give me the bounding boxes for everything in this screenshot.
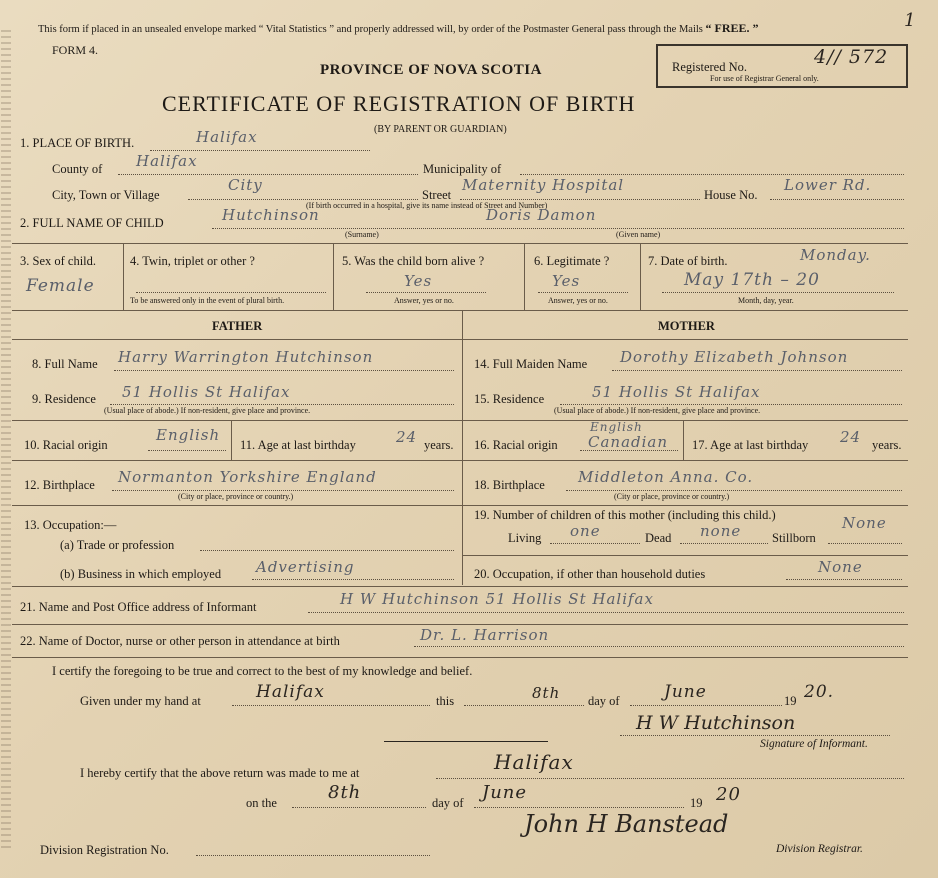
rule [12, 310, 908, 311]
separator [384, 741, 548, 742]
given-day-line [464, 705, 584, 706]
on-the-label: on the [246, 796, 277, 810]
given-day: 8th [532, 684, 561, 702]
day-of-label: day of [588, 694, 620, 708]
child-name-line [212, 228, 904, 229]
rule [12, 243, 908, 244]
form-number: FORM 4. [52, 43, 99, 57]
return-day-of-label: day of [432, 796, 464, 810]
street-value: Maternity Hospital [462, 176, 625, 194]
legit-value: Yes [552, 272, 581, 290]
father-age-value: 24 [396, 428, 418, 446]
dob-day: Monday. [800, 246, 871, 264]
return-day: 8th [328, 782, 362, 803]
legit-note: Answer, yes or no. [548, 296, 608, 305]
stillborn-label: Stillborn [772, 531, 816, 545]
return-day-line [292, 807, 426, 808]
father-name-value: Harry Warrington Hutchinson [118, 348, 374, 366]
rule [462, 555, 908, 556]
division-number-label: Division Registration No. [40, 843, 169, 857]
division-number-line [196, 855, 430, 856]
rule-v [640, 243, 641, 310]
municipality-line [520, 174, 904, 175]
rule [12, 339, 908, 340]
parents-divider [462, 310, 463, 585]
child-name-label: 2. FULL NAME OF CHILD [20, 216, 164, 230]
county-line [118, 174, 418, 175]
place-line [150, 150, 370, 151]
surname-caption: (Surname) [345, 230, 379, 239]
place-of-birth-value: Halifax [196, 128, 258, 146]
county-value: Halifax [136, 152, 198, 170]
twin-note: To be answered only in the event of plural birth. [130, 296, 285, 305]
mother-residence-line [560, 404, 902, 405]
return-label: I hereby certify that the above return was made to me at [80, 766, 360, 780]
registered-label: Registered No. [672, 60, 747, 74]
mother-occupation-value: None [818, 558, 863, 576]
father-trade-line [200, 550, 454, 551]
father-residence-line [110, 404, 454, 405]
city-value: City [228, 176, 263, 194]
given-caption: (Given name) [616, 230, 661, 239]
rule [12, 420, 462, 421]
mother-race-value-1: English [590, 420, 643, 434]
postal-note-text: This form if placed in an unsealed envelope marked “ Vital Statistics ” and properly addressed will, by order of the Postmaster General pass through the Mails [38, 24, 703, 35]
legit-label: 6. Legitimate ? [534, 254, 610, 268]
father-race-value: English [156, 426, 221, 444]
this-label: this [436, 694, 455, 708]
registration-box [656, 44, 908, 88]
rule-v [524, 243, 525, 310]
rule [462, 420, 908, 421]
house-label: House No. [704, 188, 758, 202]
mother-residence-value: 51 Hollis St Halifax [592, 383, 761, 401]
informant-value: H W Hutchinson 51 Hollis St Halifax [340, 590, 654, 608]
dead-value: none [700, 522, 742, 540]
alive-line [366, 292, 486, 293]
rule [12, 586, 908, 587]
hospital-note: (If birth occurred in a hospital, give its name instead of Street and Number) [306, 201, 548, 210]
street-label: Street [422, 188, 452, 202]
return-place: Halifax [494, 750, 574, 774]
twin-label: 4. Twin, triplet or other ? [130, 254, 255, 268]
mother-heading: MOTHER [658, 319, 715, 333]
living-line [550, 543, 640, 544]
father-birthplace-label: 12. Birthplace [24, 478, 95, 492]
living-value: one [570, 522, 601, 540]
given-label: Given under my hand at [80, 694, 201, 708]
given-month-line [630, 705, 782, 706]
doctor-line [414, 646, 904, 647]
page-title: CERTIFICATE OF REGISTRATION OF BIRTH [162, 91, 636, 116]
rule [462, 460, 908, 461]
alive-value: Yes [404, 272, 433, 290]
father-race-label: 10. Racial origin [24, 438, 108, 452]
stillborn-value: None [842, 514, 887, 532]
father-heading: FATHER [212, 319, 263, 333]
father-name-label: 8. Full Name [32, 357, 98, 371]
edge-perforation [1, 30, 11, 850]
house-value: Lower Rd. [784, 176, 872, 194]
twin-line [136, 292, 326, 293]
mother-residence-label: 15. Residence [474, 392, 545, 406]
mother-children-label: 19. Number of children of this mother (including this child.) [474, 508, 776, 522]
street-line [460, 199, 700, 200]
mother-age-value: 24 [840, 428, 862, 446]
sex-label: 3. Sex of child. [20, 254, 97, 268]
mother-residence-note: (Usual place of abode.) If non-resident, give place and province. [554, 406, 761, 415]
mother-race-value-2: Canadian [588, 433, 669, 451]
father-occupation-label: 13. Occupation:— [24, 518, 117, 532]
living-label: Living [508, 531, 542, 545]
child-given-name: Doris Damon [486, 206, 597, 224]
dob-line [662, 292, 894, 293]
rule [12, 460, 462, 461]
father-age-unit: years. [424, 438, 454, 452]
municipality-label: Municipality of [423, 162, 502, 176]
informant-line [308, 612, 904, 613]
father-business-value: Advertising [256, 558, 355, 576]
year-prefix: 19 [784, 694, 797, 708]
alive-note: Answer, yes or no. [394, 296, 454, 305]
county-label: County of [52, 162, 103, 176]
doctor-value: Dr. L. Harrison [420, 626, 550, 644]
informant-label: 21. Name and Post Office address of Informant [20, 600, 257, 614]
informant-signature-label: Signature of Informant. [760, 738, 868, 750]
mother-race-label: 16. Racial origin [474, 438, 558, 452]
mother-name-line [612, 370, 902, 371]
postal-note [38, 21, 759, 36]
mother-birthplace-note: (City or place, province or country.) [614, 492, 730, 501]
informant-signature: H W Hutchinson [636, 712, 796, 734]
mother-occupation-line [786, 579, 902, 580]
mother-name-value: Dorothy Elizabeth Johnson [620, 348, 849, 366]
father-residence-label: 9. Residence [32, 392, 96, 406]
mother-birthplace-label: 18. Birthplace [474, 478, 545, 492]
father-race-line [148, 450, 226, 451]
return-place-line [436, 778, 904, 779]
mother-age-label: 17. Age at last birthday [692, 438, 809, 452]
rule [12, 505, 462, 506]
dead-label: Dead [645, 531, 672, 545]
registered-number: 4// 572 [814, 46, 889, 68]
child-surname: Hutchinson [222, 206, 320, 224]
dob-value: May 17th – 20 [684, 270, 820, 290]
province-title: PROVINCE OF NOVA SCOTIA [320, 62, 542, 78]
registrar-signature: John H Banstead [524, 810, 729, 838]
father-name-line [114, 370, 454, 371]
father-age-label: 11. Age at last birthday [240, 438, 356, 452]
rule [462, 505, 908, 506]
dead-line [680, 543, 768, 544]
father-birthplace-line [112, 490, 454, 491]
father-birthplace-note: (City or place, province or country.) [178, 492, 294, 501]
given-place-line [232, 705, 430, 706]
mother-race-line [580, 450, 678, 451]
father-residence-value: 51 Hollis St Halifax [122, 383, 291, 401]
corner-mark: 1 [904, 10, 917, 31]
page-subtitle: (BY PARENT OR GUARDIAN) [374, 124, 507, 135]
alive-label: 5. Was the child born alive ? [342, 254, 485, 268]
legit-line [538, 292, 628, 293]
house-line [770, 199, 904, 200]
stillborn-line [828, 543, 902, 544]
free-text: “ FREE. ” [705, 21, 759, 35]
father-trade-label: (a) Trade or profession [60, 538, 175, 552]
city-label: City, Town or Village [52, 188, 160, 202]
return-month: June [482, 782, 528, 803]
rule-v [333, 243, 334, 310]
registrar-use-note: For use of Registrar General only. [710, 74, 819, 83]
father-residence-note: (Usual place of abode.) If non-resident, give place and province. [104, 406, 311, 415]
rule-v [123, 243, 124, 310]
dob-label: 7. Date of birth. [648, 254, 728, 268]
rule [12, 624, 908, 625]
rule-v [231, 420, 232, 460]
mother-birthplace-value: Middleton Anna. Co. [578, 468, 754, 486]
father-business-label: (b) Business in which employed [60, 567, 222, 581]
registrar-label: Division Registrar. [776, 843, 863, 855]
city-line [188, 199, 418, 200]
rule [12, 657, 908, 658]
doctor-label: 22. Name of Doctor, nurse or other person in attendance at birth [20, 634, 340, 648]
return-month-line [474, 807, 684, 808]
father-business-line [252, 579, 454, 580]
certify-text: I certify the foregoing to be true and correct to the best of my knowledge and belief. [52, 664, 473, 678]
place-of-birth-label: 1. PLACE OF BIRTH. [20, 136, 135, 150]
sex-value: Female [26, 276, 95, 296]
rule-v [683, 420, 684, 460]
father-birthplace-value: Normanton Yorkshire England [118, 468, 377, 486]
mother-name-label: 14. Full Maiden Name [474, 357, 588, 371]
mother-age-unit: years. [872, 438, 902, 452]
return-year-prefix: 19 [690, 796, 703, 810]
given-place: Halifax [256, 682, 325, 702]
mother-occupation-label: 20. Occupation, if other than household duties [474, 567, 706, 581]
dob-note: Month, day, year. [738, 296, 794, 305]
given-month: June [664, 682, 707, 702]
return-year: 20 [716, 784, 741, 805]
informant-signature-line [620, 735, 890, 736]
mother-birthplace-line [566, 490, 902, 491]
given-year: 20. [804, 682, 835, 702]
